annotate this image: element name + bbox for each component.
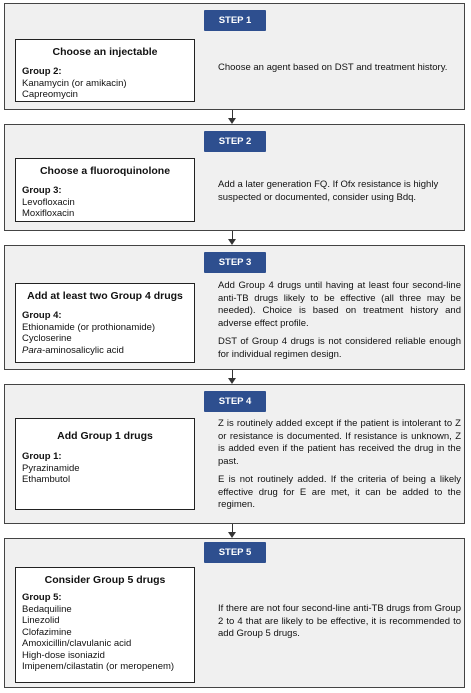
step-5-box-title: Consider Group 5 drugs xyxy=(44,574,166,586)
step-5-group-label: Group 5: xyxy=(22,592,62,603)
step-4-box xyxy=(15,418,195,510)
step-3-desc-para: Add Group 4 drugs until having at least four second-line anti-TB drugs likely to be effective (all three may be needed). Choice is based on treatment history and adverse effect profile. xyxy=(218,280,461,329)
step-5-description xyxy=(218,603,461,641)
step-2-box xyxy=(15,158,195,222)
step-1-group-label: Group 2: xyxy=(22,66,62,77)
step-4-badge: STEP 4 xyxy=(204,391,266,412)
drug-item: Levofloxacin xyxy=(22,196,75,208)
step-3-box-title: Add at least two Group 4 drugs xyxy=(27,290,183,302)
drug-item: Moxifloxacin xyxy=(22,208,75,219)
drug-item: Para-aminosalicylic acid xyxy=(22,344,124,356)
step-4-description xyxy=(218,418,461,512)
step-2-badge: STEP 2 xyxy=(204,131,266,152)
drug-item: Amoxicillin/clavulanic acid xyxy=(22,638,132,649)
step-3-badge: STEP 3 xyxy=(204,252,266,273)
step-5-badge: STEP 5 xyxy=(204,542,266,563)
step-4-panel xyxy=(4,384,465,524)
step-1-desc-para: Choose an agent based on DST and treatment history. xyxy=(218,62,448,73)
drug-item: Ethambutol xyxy=(22,474,71,485)
step-3-panel xyxy=(4,245,465,370)
step-4-group-label: Group 1: xyxy=(22,451,62,462)
drug-item: Ethionamide (or prothionamide) xyxy=(22,321,156,333)
step-5-panel xyxy=(4,538,465,688)
step-2-description xyxy=(218,179,461,204)
step-1-panel xyxy=(4,3,465,110)
step-4-desc-para: Z is routinely added except if the patient is intolerant to Z or resistance is documented. If resistance is unknown, Z is added even if the patient has received the drug in the past. xyxy=(218,418,461,467)
step-4-box-title: Add Group 1 drugs xyxy=(57,430,153,442)
step-2-box-title: Choose a fluoroquinolone xyxy=(39,165,171,177)
step-3-desc-para: DST of Group 4 drugs is not considered reliable enough for individual regimen design. xyxy=(218,336,461,360)
step-3-group-label: Group 4: xyxy=(22,310,62,321)
step-1-box-title: Choose an injectable xyxy=(52,46,158,58)
drug-item: Linezolid xyxy=(22,615,60,626)
step-3-box xyxy=(15,283,195,363)
drug-item: Imipenem/cilastatin (or meropenem) xyxy=(22,661,175,672)
drug-item: Clofazimine xyxy=(22,626,72,638)
drug-item: Capreomycin xyxy=(22,89,78,100)
step-2-desc-para: Add a later generation FQ. If Ofx resistance is highly suspected or documented, consider using Bdq. xyxy=(218,179,439,203)
step-1-box xyxy=(15,39,195,102)
step-1-description xyxy=(218,62,461,75)
step-2-group-label: Group 3: xyxy=(22,185,62,196)
step-5-desc-para: If there are not four second-line anti-TB drugs from Group 2 to 4 that are likely to be effective, it is recommended to add Group 5 drugs. xyxy=(218,603,461,639)
step-5-box xyxy=(15,567,195,683)
step-4-desc-para: E is not routinely added. If the criteria of being a likely effective drug for E are met, it can be added to the regimen. xyxy=(218,474,461,510)
drug-item: High-dose isoniazid xyxy=(22,649,105,661)
drug-item: Bedaquiline xyxy=(22,603,72,615)
drug-item: Cycloserine xyxy=(22,333,72,344)
drug-item: Pyrazinamide xyxy=(22,462,80,474)
step-2-panel xyxy=(4,124,465,231)
step-1-badge: STEP 1 xyxy=(204,10,266,31)
step-3-description xyxy=(218,280,461,361)
drug-item: Kanamycin (or amikacin) xyxy=(22,77,127,89)
